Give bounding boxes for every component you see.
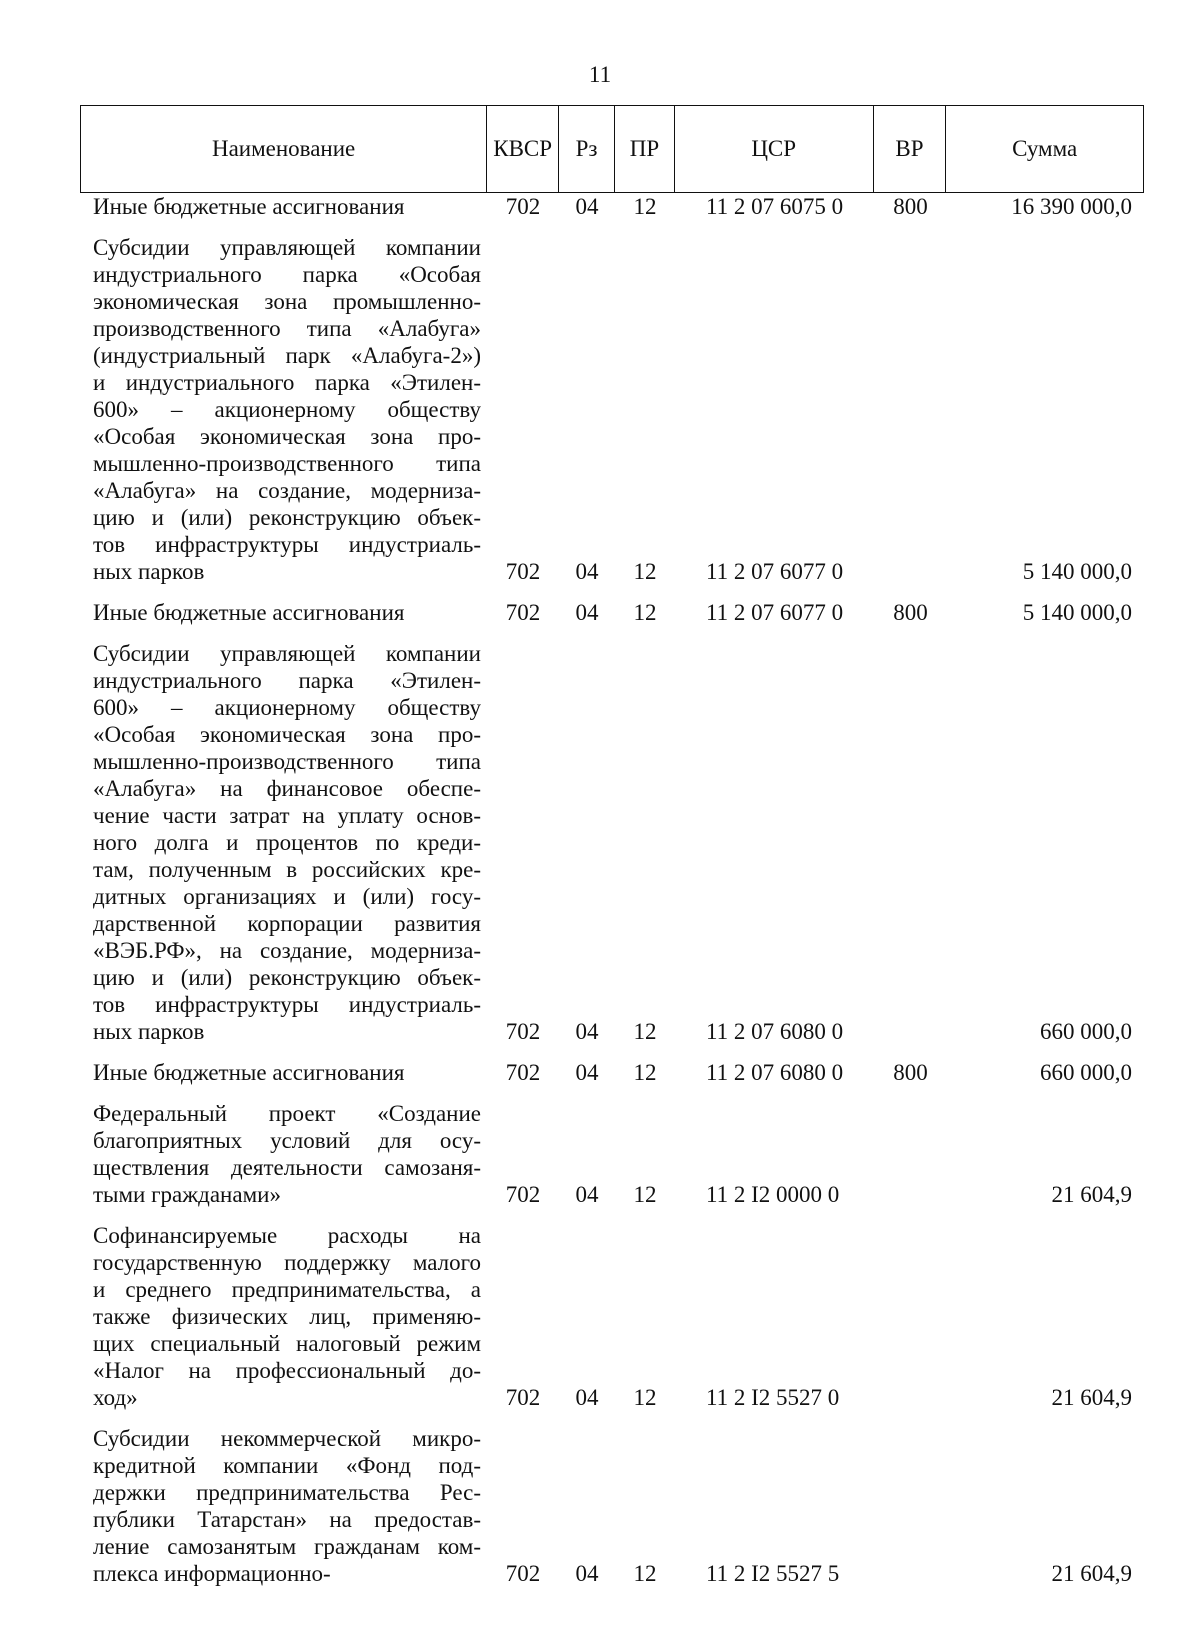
- cell-kvsr: 702: [505, 194, 541, 219]
- page-number: 11: [588, 62, 612, 87]
- cell-kvsr: 702: [505, 1019, 541, 1044]
- name-line: «Особая экономическая зона про-: [93, 424, 481, 449]
- name-line: благоприятных условий для осу-: [93, 1128, 481, 1153]
- name-line: Субсидии управляющей компании: [93, 641, 481, 666]
- cell-sum: 660 000,0: [1040, 1060, 1132, 1085]
- table-row: [80, 640, 1144, 1045]
- cell-csr: 11 2 07 6077 0: [706, 600, 844, 625]
- cell-name: [80, 1059, 487, 1086]
- cell-csr: 11 2 07 6080 0: [706, 1060, 844, 1085]
- table-row: [80, 1100, 1144, 1208]
- cell-pr: 12: [633, 1561, 657, 1586]
- name-line: Софинансируемые расходы на: [93, 1223, 481, 1248]
- cell-name: [80, 234, 487, 585]
- name-line: щих специальный налоговый режим: [93, 1331, 481, 1356]
- cell-name: [80, 599, 487, 626]
- table-header: [80, 105, 1144, 193]
- cell-pr: 12: [633, 1060, 657, 1085]
- name-line: тов инфраструктуры индустриаль-: [93, 992, 481, 1017]
- cell-rz: 04: [575, 600, 599, 625]
- name-line: дарственной корпорации развития: [93, 911, 481, 936]
- table-row: [80, 1425, 1144, 1587]
- table-row: [80, 1222, 1144, 1411]
- name-line: «Особая экономическая зона про-: [93, 722, 481, 747]
- cell-vr: 800: [893, 1060, 928, 1085]
- name-line: ление самозанятым гражданам ком-: [93, 1534, 481, 1559]
- cell-sum: 5 140 000,0: [1022, 559, 1132, 584]
- cell-csr: 11 2 07 6077 0: [706, 559, 844, 584]
- row-spacer: [80, 585, 1144, 599]
- name-line: цию и (или) реконструкцию объек-: [93, 505, 481, 530]
- name-line: ных парков: [93, 559, 205, 584]
- header-sum: Сумма: [1012, 136, 1078, 161]
- cell-csr: 11 2 07 6080 0: [706, 1019, 844, 1044]
- name-line: Субсидии управляющей компании: [93, 235, 481, 260]
- name-line: «Налог на профессиональный до-: [93, 1358, 481, 1383]
- cell-sum: 660 000,0: [1040, 1019, 1132, 1044]
- row-spacer: [80, 1045, 1144, 1059]
- header-kvsr: КВСР: [487, 106, 559, 192]
- name-line: 600» – акционерному обществу: [93, 695, 481, 720]
- cell-rz: 04: [575, 194, 599, 219]
- name-line: ход»: [93, 1385, 138, 1410]
- cell-name: [80, 1222, 487, 1411]
- name-line: кредитной компании «Фонд под-: [93, 1453, 481, 1478]
- name-line: Субсидии некоммерческой микро-: [93, 1426, 481, 1451]
- cell-vr: 800: [893, 194, 928, 219]
- cell-rz: 04: [575, 559, 599, 584]
- cell-rz: 04: [575, 1019, 599, 1044]
- table-row: [80, 1059, 1144, 1086]
- cell-pr: 12: [633, 600, 657, 625]
- row-spacer: [80, 626, 1144, 640]
- cell-sum: 16 390 000,0: [1011, 194, 1132, 219]
- name-line: (индустриальный парк «Алабуга-2»): [93, 343, 481, 368]
- cell-rz: 04: [575, 1561, 599, 1586]
- header-pr: ПР: [615, 106, 675, 192]
- name-line: «ВЭБ.РФ», на создание, модерниза-: [93, 938, 481, 963]
- cell-csr: 11 2 I2 0000 0: [706, 1182, 840, 1207]
- cell-name: [80, 1425, 487, 1587]
- name-line: также физических лиц, применяю-: [93, 1304, 481, 1329]
- header-vr: ВР: [874, 106, 947, 192]
- name-line: производственного типа «Алабуга»: [93, 316, 481, 341]
- cell-kvsr: 702: [505, 1561, 541, 1586]
- name-line: ществления деятельности самозаня-: [93, 1155, 481, 1180]
- row-spacer: [80, 1208, 1144, 1222]
- name-line: 600» – акционерному обществу: [93, 397, 481, 422]
- row-spacer: [80, 1086, 1144, 1100]
- cell-rz: 04: [575, 1182, 599, 1207]
- cell-kvsr: 702: [505, 600, 541, 625]
- name-line: индустриального парка «Особая: [93, 262, 481, 287]
- name-line: публики Татарстан» на предостав-: [93, 1507, 481, 1532]
- table-row: [80, 234, 1144, 585]
- name-line: Иные бюджетные ассигнования: [93, 194, 405, 219]
- name-line: тов инфраструктуры индустриаль-: [93, 532, 481, 557]
- name-line: экономическая зона промышленно-: [93, 289, 481, 314]
- table-row: [80, 599, 1144, 626]
- name-line: и среднего предпринимательства, а: [93, 1277, 481, 1302]
- cell-pr: 12: [633, 1019, 657, 1044]
- cell-csr: 11 2 I2 5527 5: [706, 1561, 840, 1586]
- header-csr: ЦСР: [675, 106, 874, 192]
- cell-name: [80, 193, 487, 220]
- row-spacer: [80, 220, 1144, 234]
- cell-pr: 12: [633, 559, 657, 584]
- name-line: ных парков: [93, 1019, 205, 1044]
- name-line: и индустриального парка «Этилен-: [93, 370, 481, 395]
- cell-kvsr: 702: [505, 1060, 541, 1085]
- cell-kvsr: 702: [505, 1182, 541, 1207]
- name-line: тыми гражданами»: [93, 1182, 281, 1207]
- name-line: «Алабуга» на финансовое обеспе-: [93, 776, 481, 801]
- cell-vr: 800: [893, 600, 928, 625]
- name-line: чение части затрат на уплату основ-: [93, 803, 481, 828]
- cell-sum: 5 140 000,0: [1022, 600, 1132, 625]
- name-line: держки предпринимательства Рес-: [93, 1480, 481, 1505]
- cell-pr: 12: [633, 1182, 657, 1207]
- table-row: [80, 193, 1144, 220]
- name-line: Иные бюджетные ассигнования: [93, 600, 405, 625]
- name-line: мышленно-производственного типа: [93, 749, 481, 774]
- cell-sum: 21 604,9: [1051, 1182, 1132, 1207]
- name-line: мышленно-производственного типа: [93, 451, 481, 476]
- name-line: там, полученным в российских кре-: [93, 857, 481, 882]
- cell-name: [80, 1100, 487, 1208]
- cell-pr: 12: [633, 1385, 657, 1410]
- name-line: государственную поддержку малого: [93, 1250, 481, 1275]
- name-line: дитных организациях и (или) госу-: [93, 884, 481, 909]
- name-line: цию и (или) реконструкцию объек-: [93, 965, 481, 990]
- name-line: Иные бюджетные ассигнования: [93, 1060, 405, 1085]
- name-line: «Алабуга» на создание, модерниза-: [93, 478, 481, 503]
- cell-csr: 11 2 I2 5527 0: [706, 1385, 840, 1410]
- cell-sum: 21 604,9: [1051, 1561, 1132, 1586]
- cell-csr: 11 2 07 6075 0: [706, 194, 844, 219]
- cell-kvsr: 702: [505, 559, 541, 584]
- name-line: ного долга и процентов по креди-: [93, 830, 481, 855]
- table-body: [80, 193, 1144, 1587]
- cell-pr: 12: [633, 194, 657, 219]
- name-line: индустриального парка «Этилен-: [93, 668, 481, 693]
- row-spacer: [80, 1411, 1144, 1425]
- cell-rz: 04: [575, 1385, 599, 1410]
- cell-kvsr: 702: [505, 1385, 541, 1410]
- header-name: Наименование: [81, 106, 487, 192]
- cell-rz: 04: [575, 1060, 599, 1085]
- header-rz: Рз: [559, 106, 615, 192]
- name-line: плекса информационно-: [93, 1561, 331, 1586]
- cell-name: [80, 640, 487, 1045]
- name-line: Федеральный проект «Создание: [93, 1101, 481, 1126]
- cell-sum: 21 604,9: [1051, 1385, 1132, 1410]
